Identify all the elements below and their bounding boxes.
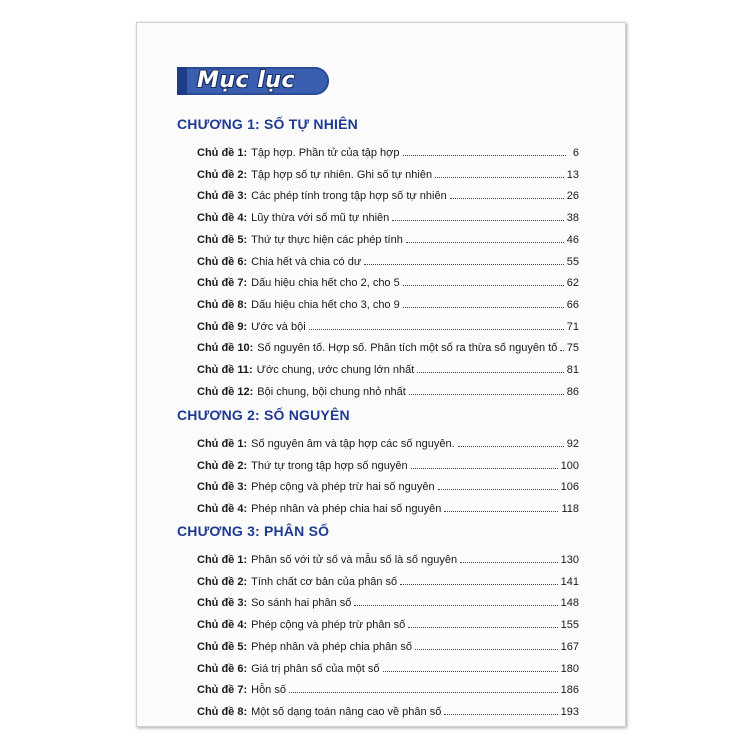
- dot-leader: [435, 176, 564, 178]
- toc-entry[interactable]: [197, 315, 579, 333]
- topic-title: Một số dạng toán nâng cao về phân số: [251, 705, 442, 718]
- dot-leader: [354, 604, 557, 606]
- page-number: 75: [566, 342, 579, 355]
- topic-title: Tính chất cơ bản của phân số: [251, 575, 398, 588]
- toc-entry[interactable]: [197, 432, 579, 450]
- toc-entry[interactable]: [197, 700, 579, 718]
- document-page: [136, 22, 626, 727]
- topic-title: Số nguyên âm và tập hợp các số nguyên.: [251, 438, 455, 450]
- topic-title: Chia hết và chia có dư: [251, 255, 362, 268]
- topic-title: Các phép tính trong tập hợp số tự nhiên: [251, 190, 447, 203]
- topic-title: Phép nhân và phép chia phân số: [251, 640, 412, 653]
- topic-title: Bội chung, bội chung nhỏ nhất: [257, 385, 406, 398]
- dot-leader: [415, 648, 558, 650]
- dot-leader: [309, 328, 564, 330]
- chapter-heading: CHƯƠNG 3: PHÂN SỐ: [177, 523, 330, 539]
- page-number: 38: [566, 212, 579, 225]
- page-number: 167: [560, 640, 579, 653]
- topic-title: Phép nhân và phép chia hai số nguyên: [251, 503, 442, 516]
- page-number: 46: [566, 233, 579, 246]
- topic-title: Tập hợp. Phần tử của tập hợp: [251, 147, 400, 159]
- page-number: 100: [560, 459, 579, 472]
- dot-leader: [403, 306, 564, 308]
- page-number: 130: [560, 554, 579, 566]
- page-number: 62: [566, 277, 579, 290]
- dot-leader: [403, 284, 564, 286]
- topic-title: Phép cộng và phép trừ phân số: [251, 619, 406, 632]
- dot-leader: [392, 219, 564, 221]
- topic-label: Chủ đề 2:: [197, 459, 248, 472]
- toc-entry[interactable]: [197, 271, 579, 289]
- page-number: 118: [561, 503, 579, 516]
- toc-entry[interactable]: [197, 591, 579, 609]
- page-number: 26: [566, 190, 579, 203]
- topic-label: Chủ đề 11:: [197, 364, 253, 376]
- dot-leader: [458, 445, 564, 447]
- toc-entry[interactable]: [197, 358, 579, 376]
- topic-title: Thứ tự trong tập hợp số nguyên: [251, 459, 408, 472]
- topic-title: Giá trị phân số của một số: [251, 662, 380, 675]
- toc-entry[interactable]: [197, 380, 579, 398]
- page-number: 106: [560, 481, 579, 494]
- topic-label: Chủ đề 4:: [197, 503, 248, 516]
- topic-title: Số nguyên tố. Hợp số. Phân tích một số ra thừa số nguyên tố: [257, 342, 558, 355]
- topic-title: Tập hợp số tự nhiên. Ghi số tự nhiên: [251, 168, 433, 181]
- page-number: 92: [566, 438, 579, 450]
- topic-title: Ước và bội: [251, 320, 306, 333]
- dot-leader: [460, 561, 558, 563]
- toc-entry[interactable]: [197, 250, 579, 268]
- topic-label: Chủ đề 5:: [197, 233, 248, 246]
- toc-entry[interactable]: [197, 228, 579, 246]
- chapter-heading: CHƯƠNG 1: SỐ TỰ NHIÊN: [177, 116, 358, 132]
- topic-label: Chủ đề 2:: [197, 575, 248, 588]
- topic-label: Chủ đề 1:: [197, 438, 248, 450]
- dot-leader: [364, 263, 564, 265]
- dot-leader: [289, 691, 558, 693]
- page-number: 81: [566, 364, 579, 376]
- toc-title: Mục lục: [197, 68, 295, 93]
- dot-leader: [438, 488, 558, 490]
- topic-title: Dấu hiệu chia hết cho 3, cho 9: [251, 298, 400, 311]
- topic-label: Chủ đề 6:: [197, 662, 248, 675]
- topic-label: Chủ đề 1:: [197, 147, 248, 159]
- dot-leader: [400, 583, 557, 585]
- page-number: 193: [560, 705, 579, 718]
- page-number: 55: [566, 255, 579, 268]
- page-number: 148: [560, 597, 579, 610]
- page-number: 180: [560, 662, 579, 675]
- toc-entry[interactable]: [197, 163, 579, 181]
- toc-entry[interactable]: [197, 454, 579, 472]
- toc-entry[interactable]: [197, 548, 579, 566]
- dot-leader: [444, 713, 557, 715]
- toc-entry[interactable]: [197, 497, 579, 515]
- dot-leader: [411, 467, 558, 469]
- topic-label: Chủ đề 1:: [197, 554, 248, 566]
- topic-label: Chủ đề 5:: [197, 640, 248, 653]
- toc-banner: [177, 67, 329, 95]
- topic-title: Lũy thừa với số mũ tự nhiên: [251, 212, 390, 225]
- topic-title: Hỗn số: [251, 684, 286, 697]
- toc-entry[interactable]: [197, 184, 579, 202]
- page-number: 6: [572, 147, 579, 159]
- dot-leader: [444, 510, 558, 512]
- topic-label: Chủ đề 10:: [197, 342, 254, 355]
- topic-title: Dấu hiệu chia hết cho 2, cho 5: [251, 277, 400, 290]
- toc-entry[interactable]: [197, 336, 579, 354]
- topic-label: Chủ đề 8:: [197, 298, 248, 311]
- toc-entry[interactable]: [197, 657, 579, 675]
- toc-entry[interactable]: [197, 613, 579, 631]
- topic-title: Ước chung, ước chung lớn nhất: [256, 364, 415, 376]
- toc-entry[interactable]: [197, 570, 579, 588]
- topic-title: So sánh hai phân số: [251, 597, 352, 610]
- dot-leader: [383, 670, 558, 672]
- page-number: 66: [566, 298, 579, 311]
- dot-leader: [450, 197, 564, 199]
- page-number: 186: [560, 684, 579, 697]
- chapter-heading: CHƯƠNG 2: SỐ NGUYÊN: [177, 407, 350, 423]
- dot-leader: [409, 393, 564, 395]
- banner-tab: [177, 67, 187, 95]
- toc-entry[interactable]: [197, 141, 579, 159]
- topic-label: Chủ đề 4:: [197, 212, 248, 225]
- topic-title: Phép cộng và phép trừ hai số nguyên: [251, 481, 435, 494]
- toc-entry[interactable]: [197, 206, 579, 224]
- topic-label: Chủ đề 7:: [197, 684, 248, 697]
- page-number: 86: [566, 385, 579, 398]
- dot-leader: [417, 371, 563, 373]
- topic-title: Thứ tự thực hiện các phép tính: [251, 233, 403, 246]
- page-number: 71: [566, 320, 579, 333]
- page-number: 13: [566, 168, 579, 181]
- dot-leader: [560, 349, 563, 351]
- page-number: 141: [560, 575, 579, 588]
- toc-entry[interactable]: [197, 293, 579, 311]
- page-number: 155: [560, 619, 579, 632]
- topic-label: Chủ đề 3:: [197, 190, 248, 203]
- topic-label: Chủ đề 6:: [197, 255, 248, 268]
- topic-label: Chủ đề 2:: [197, 168, 248, 181]
- toc-entry[interactable]: [197, 678, 579, 696]
- toc-entry[interactable]: [197, 475, 579, 493]
- topic-label: Chủ đề 3:: [197, 481, 248, 494]
- topic-label: Chủ đề 4:: [197, 619, 248, 632]
- topic-label: Chủ đề 3:: [197, 597, 248, 610]
- dot-leader: [408, 626, 557, 628]
- dot-leader: [406, 241, 564, 243]
- topic-label: Chủ đề 12:: [197, 385, 254, 398]
- topic-label: Chủ đề 7:: [197, 277, 248, 290]
- toc-entry[interactable]: [197, 635, 579, 653]
- dot-leader: [403, 154, 566, 156]
- topic-label: Chủ đề 9:: [197, 320, 248, 333]
- topic-label: Chủ đề 8:: [197, 705, 248, 718]
- topic-title: Phân số với tử số và mẫu số là số nguyên: [251, 554, 458, 566]
